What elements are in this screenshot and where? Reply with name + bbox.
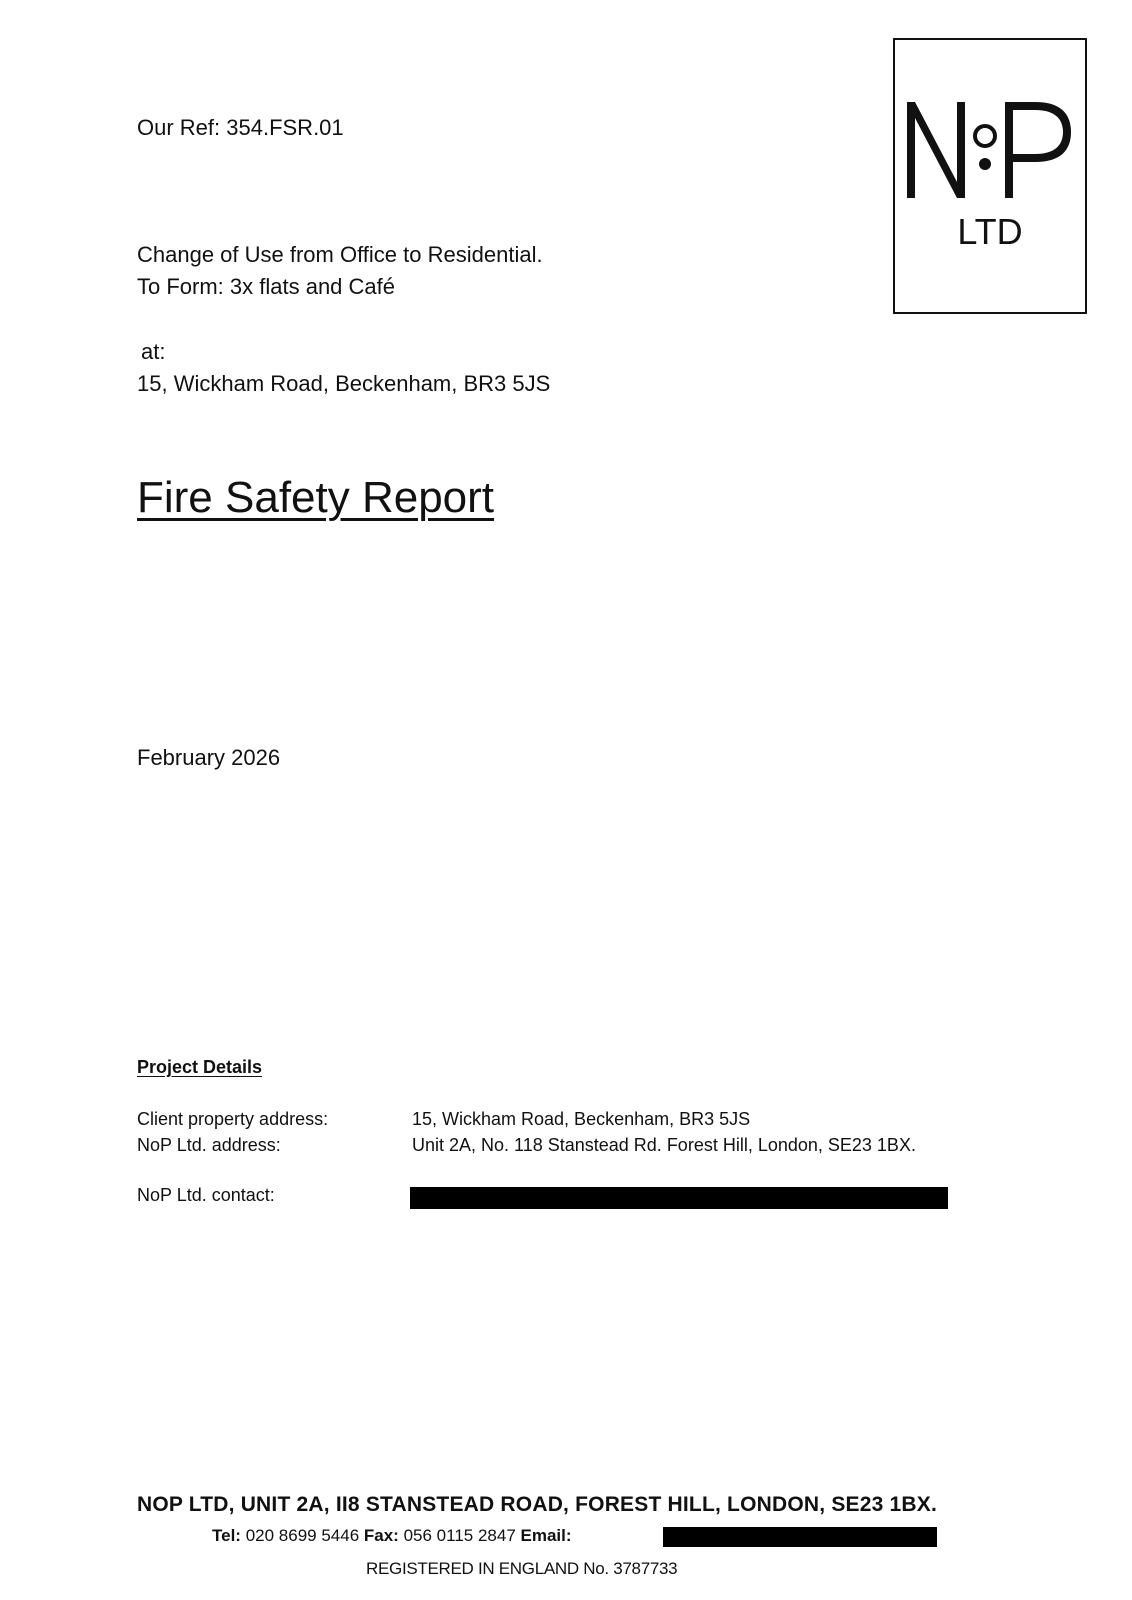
company-contact-label: NoP Ltd. contact: — [137, 1185, 275, 1205]
tel-label: Tel: — [212, 1526, 241, 1545]
at-label: at: — [141, 339, 166, 364]
client-address-value: 15, Wickham Road, Beckenham, BR3 5JS — [412, 1109, 751, 1129]
tel-value: 020 8699 5446 — [245, 1526, 360, 1545]
report-date: February 2026 — [137, 745, 281, 770]
client-address-label: Client property address: — [137, 1109, 329, 1129]
redacted-email-bar — [663, 1527, 937, 1547]
svg-text:LTD: LTD — [957, 211, 1023, 252]
nop-logo-icon — [895, 40, 1085, 312]
page-title: Fire Safety Report — [137, 473, 495, 522]
fax-value: 056 0115 2847 — [403, 1526, 516, 1545]
company-address-label: NoP Ltd. address: — [137, 1135, 281, 1155]
registration-number: REGISTERED IN ENGLAND No. 3787733 — [366, 1559, 678, 1578]
project-description-line2: To Form: 3x flats and Café — [137, 274, 395, 299]
fax-label: Fax: — [363, 1526, 399, 1545]
company-address-value: Unit 2A, No. 118 Stanstead Rd. Forest Hill, London, SE23 1BX. — [412, 1135, 916, 1155]
project-address: 15, Wickham Road, Beckenham, BR3 5JS — [137, 371, 551, 396]
footer-contact-line — [212, 1526, 572, 1546]
email-label: Email: — [520, 1526, 572, 1545]
footer-address: NOP LTD, UNIT 2A, II8 STANSTEAD ROAD, FOREST HILL, LONDON, SE23 1BX. — [137, 1493, 938, 1516]
company-logo — [893, 38, 1087, 314]
section-heading: Project Details — [137, 1057, 263, 1077]
redacted-contact-bar — [410, 1187, 948, 1209]
reference-number: Our Ref: 354.FSR.01 — [137, 115, 344, 140]
project-description-line1: Change of Use from Office to Residential. — [137, 242, 543, 267]
